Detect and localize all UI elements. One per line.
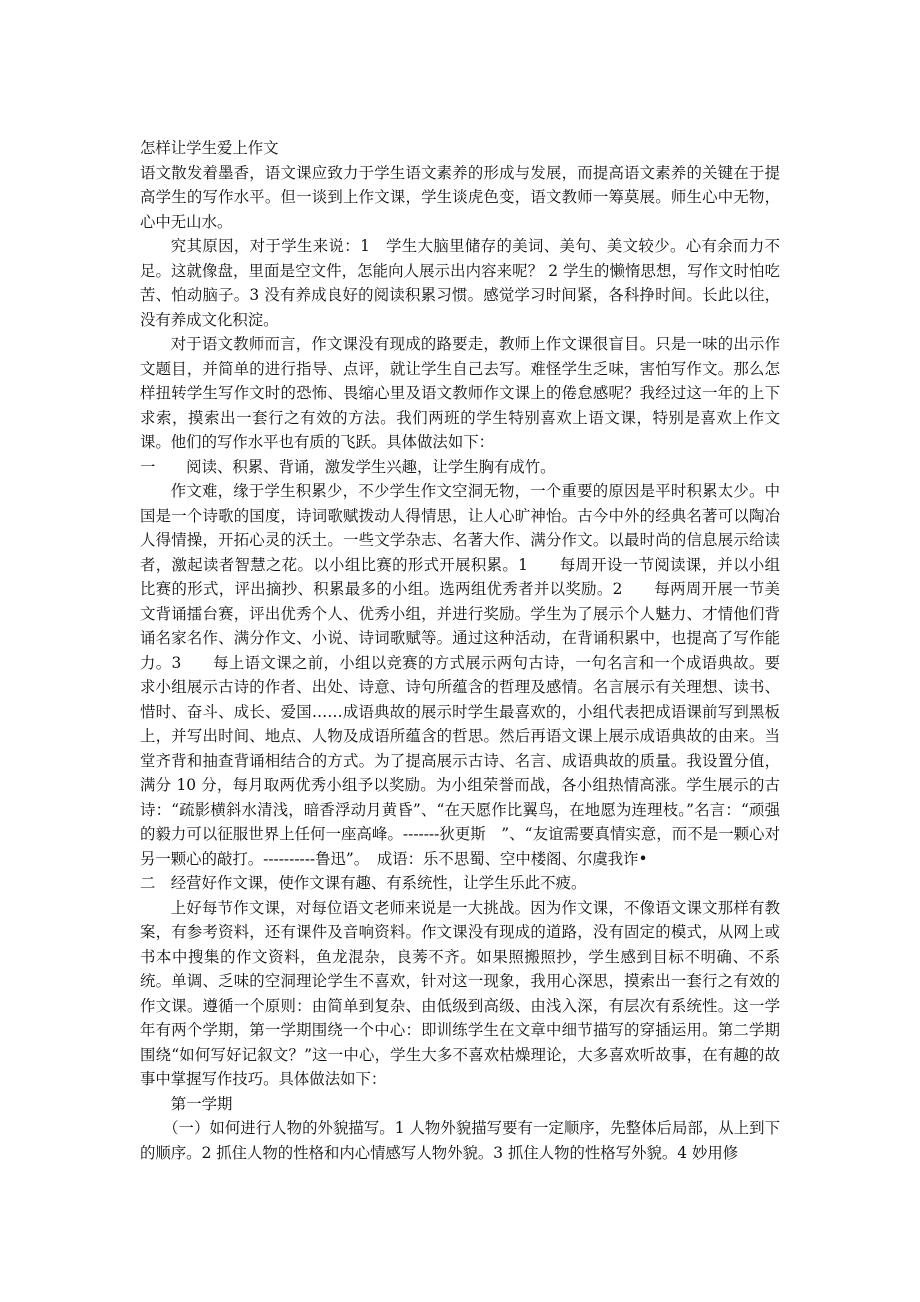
- paragraph-accumulation: 作文难，缘于学生积累少，不少学生作文空洞无物，一个重要的原因是平时积累太少。中国是一个诗歌的国度，诗词歌赋拨动人得情思，让人心旷神怡。古今中外的经典名著可以陶冶人得情操，开拓心灵的沃土。一些文学杂志、名著大作、满分作文。以最时尚的信息展示给读者，激起读者智慧之花。以小组比赛的形式开展积累。1 每周开设一节阅读课，并以小组比赛的形式，评出摘抄、积累最多的小组。选两组优秀者并以奖励。2 每两周开展一节美文背诵擂台赛，评出优秀个人、优秀小组，并进行奖励。学生为了展示个人魅力、才情他们背诵名家名作、满分作文、小说、诗词歌赋等。通过这种活动，在背诵积累中，也提高了写作能力。3 每上语文课之前，小组以竞赛的方式展示两句古诗，一句名言和一个成语典故。要求小组展示古诗的作者、出处、诗意、诗句所蕴含的哲理及感情。名言展示有关理想、读书、惜时、奋斗、成长、爱国……成语典故的展示时学生最喜欢的，小组代表把成语课前写到黑板上，并写出时间、地点、人物及成语所蕴含的哲思。然后再语文课上展示成语典故的由来。当堂齐背和抽查背诵相结合的方式。为了提高展示古诗、名言、成语典故的质量。我设置分值，满分 10 分，每月取两优秀小组予以奖励。为小组荣誉而战，各小组热情高涨。学生展示的古诗：“疏影横斜水清浅，暗香浮动月黄昏”、“在天愿作比翼鸟，在地愿为连理枝。”名言：“顽强的毅力可以征服世界上任何一座高峰。-------狄更斯 ”、“友谊需要真情实意，而不是一颗心对另一颗心的敲打。----------鲁迅”。 成语：乐不思蜀、空中楼阁、尔虞我诈•: [140, 482, 780, 868]
- document-page: [140, 136, 780, 1165]
- paragraph-teacher-reasons: 对于语文教师而言，作文课没有现成的路要走，教师上作文课很盲目。只是一味的出示作文题目，并简单的进行指导、点评，就让学生自己去写。难怪学生乏味，害怕写作文。那么怎样扭转学生写作文时的恐怖、畏缩心里及语文教师作文课上的倦怠感呢？我经过这一年的上下求索，摸索出一套行之有效的方法。我们两班的学生特别喜欢上语文课，特别是喜欢上作文课。他们的写作水平也有质的飞跃。具体做法如下：: [140, 335, 780, 451]
- paragraph-student-reasons: 究其原因，对于学生来说：1 学生大脑里储存的美词、美句、美文较少。心有余而力不足。这就像盘，里面是空文件，怎能向人展示出内容来呢？ 2 学生的懒惰思想，写作文时怕吃苦、怕动脑子。3 没有养成良好的阅读积累习惯。感觉学习时间紧，各科挣时间。长此以往，没有养成文化积淀。: [140, 237, 780, 329]
- paragraph-intro: 语文散发着墨香，语文课应致力于学生语文素养的形成与发展，而提高语文素养的关键在于提高学生的写作水平。但一谈到上作文课，学生谈虎色变，语文教师一筹莫展。师生心中无物，心中无山水。: [140, 163, 780, 231]
- section-heading-two: 二 经营好作文课，使作文课有趣、有系统性，让学生乐此不疲。: [140, 874, 587, 892]
- paragraph-appearance-description: （一）如何进行人物的外貌描写。1 人物外貌描写要有一定顺序，先整体后局部，从上到下的顺序。2 抓住人物的性格和内心情感写人物外貌。3 抓住人物的性格写外貌。4 妙用修: [140, 1119, 780, 1162]
- document-title: 怎样让学生爱上作文: [140, 139, 279, 157]
- section-heading-one: 一 阅读、积累、背诵，激发学生兴趣，让学生胸有成竹。: [140, 457, 556, 476]
- paragraph-writing-class: 上好每节作文课，对每位语文老师来说是一大挑战。因为作文课，不像语文课文那样有教案，有参考资料，还有课件及音响资料。作文课没有现成的道路，没有固定的模式，从网上或书本中搜集的作文资料，鱼龙混杂，良莠不齐。如果照搬照抄，学生感到目标不明确、不系统。单调、乏味的空洞理论学生不喜欢，针对这一现象，我用心深思，摸索出一套行之有效的作文课。遵循一个原则：由简单到复杂、由低级到高级、由浅入深，有层次有系统性。这一学年有两个学期，第一学期围绕一个中心：即训练学生在文章中细节描写的穿插运用。第二学期围绕“如何写好记叙文？”这一中心，学生大多不喜欢枯燥理论，大多喜欢听故事，在有趣的故事中掌握写作技巧。具体做法如下：: [140, 898, 780, 1088]
- subheading-first-semester: 第一学期: [170, 1094, 233, 1113]
